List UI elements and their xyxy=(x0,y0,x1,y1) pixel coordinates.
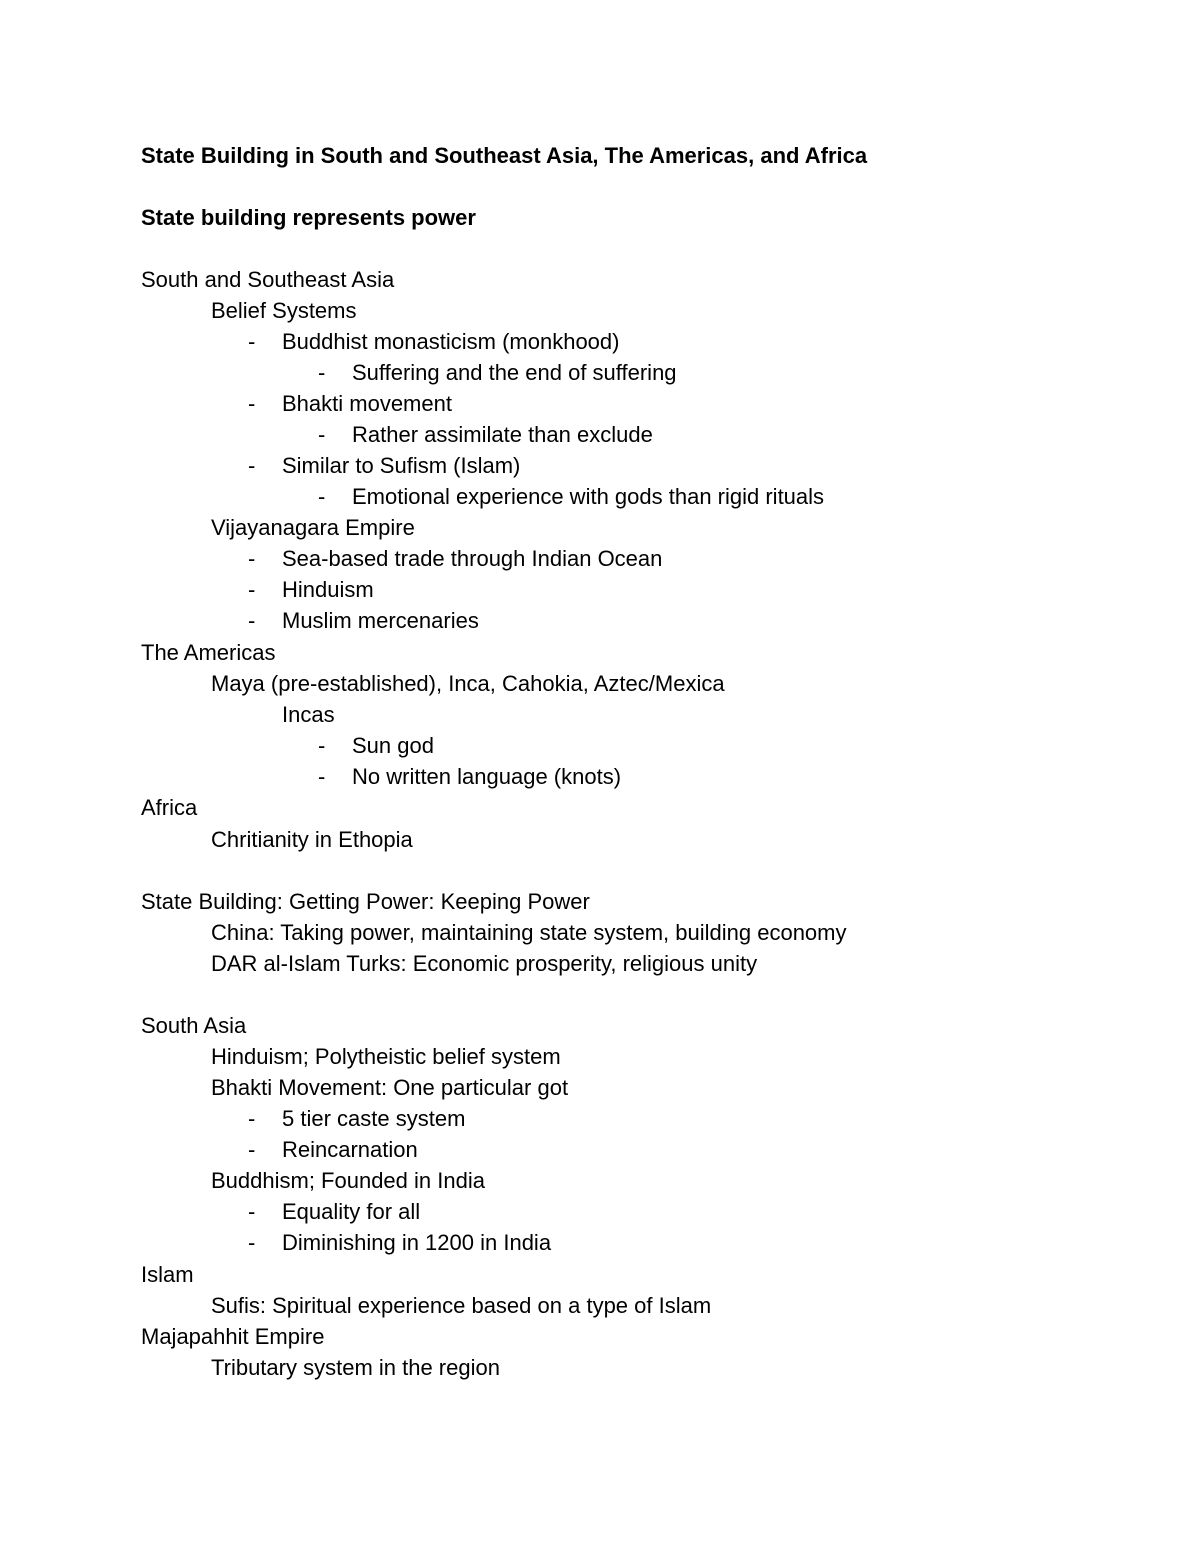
bullet-dash: - xyxy=(248,608,256,633)
list-item: No written language (knots) xyxy=(352,764,622,789)
bullet-dash: - xyxy=(248,329,256,354)
list-item: Bhakti movement xyxy=(282,391,452,416)
list-item: Similar to Sufism (Islam) xyxy=(282,453,521,478)
bullet-dash: - xyxy=(248,391,256,416)
document-title: State Building in South and Southeast Asia, The Americas, and Africa xyxy=(141,143,868,168)
section-heading: Majapahhit Empire xyxy=(141,1324,325,1349)
list-item: Emotional experience with gods than rigid rituals xyxy=(352,484,825,509)
list-item: Muslim mercenaries xyxy=(282,608,479,633)
bullet-dash: - xyxy=(248,546,256,571)
subsection-heading: Sufis: Spiritual experience based on a type of Islam xyxy=(211,1293,712,1318)
subsection-heading: Bhakti Movement: One particular got xyxy=(211,1075,569,1100)
bullet-dash: - xyxy=(248,1230,256,1255)
list-item: Suffering and the end of suffering xyxy=(352,360,677,385)
bullet-dash: - xyxy=(248,453,256,478)
bullet-dash: - xyxy=(248,577,256,602)
list-item: Equality for all xyxy=(282,1199,421,1224)
list-item: Sea-based trade through Indian Ocean xyxy=(282,546,663,571)
list-item: Sun god xyxy=(352,733,434,758)
subsection-heading: Chritianity in Ethopia xyxy=(211,827,413,852)
bullet-dash: - xyxy=(318,360,326,385)
bullet-dash: - xyxy=(318,764,326,789)
subsection-heading: Belief Systems xyxy=(211,298,357,323)
bullet-dash: - xyxy=(318,484,326,509)
section-heading: The Americas xyxy=(141,640,276,665)
list-item: Rather assimilate than exclude xyxy=(352,422,653,447)
section-heading: Islam xyxy=(141,1262,194,1287)
bullet-dash: - xyxy=(248,1199,256,1224)
section-heading: Africa xyxy=(141,795,198,820)
subsection-heading: DAR al-Islam Turks: Economic prosperity, religious unity xyxy=(211,951,758,976)
subsection-heading: Buddhism; Founded in India xyxy=(211,1168,485,1193)
subsection-heading: Maya (pre-established), Inca, Cahokia, Aztec/Mexica xyxy=(211,671,725,696)
section-heading: South and Southeast Asia xyxy=(141,267,395,292)
list-item: 5 tier caste system xyxy=(282,1106,466,1131)
list-item: Reincarnation xyxy=(282,1137,418,1162)
subsection-heading: Vijayanagara Empire xyxy=(211,515,415,540)
list-item: Buddhist monasticism (monkhood) xyxy=(282,329,620,354)
subsection-heading: Hinduism; Polytheistic belief system xyxy=(211,1044,561,1069)
bullet-dash: - xyxy=(248,1106,256,1131)
bullet-dash: - xyxy=(248,1137,256,1162)
section-heading: State Building: Getting Power: Keeping Power xyxy=(141,889,590,914)
subsection-heading: Incas xyxy=(282,702,335,727)
list-item: Hinduism xyxy=(282,577,374,602)
subsection-heading: China: Taking power, maintaining state system, building economy xyxy=(211,920,847,945)
document-subtitle: State building represents power xyxy=(141,205,476,230)
bullet-dash: - xyxy=(318,422,326,447)
section-heading: South Asia xyxy=(141,1013,247,1038)
subsection-heading: Tributary system in the region xyxy=(211,1355,500,1380)
list-item: Diminishing in 1200 in India xyxy=(282,1230,552,1255)
bullet-dash: - xyxy=(318,733,326,758)
